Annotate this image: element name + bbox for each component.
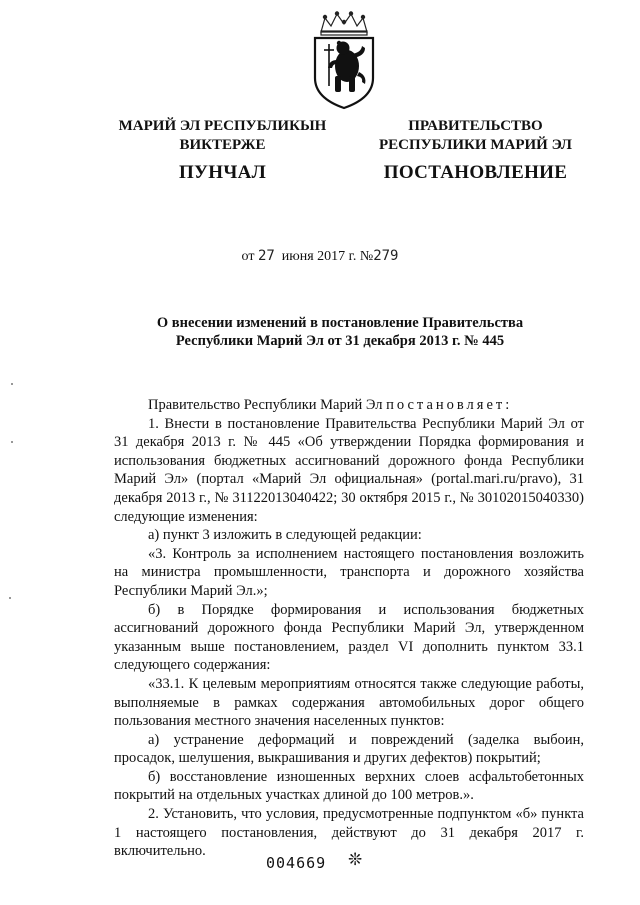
header-mari — [100, 117, 345, 185]
document-body — [114, 396, 584, 861]
paragraph-8: 2. Установить, что условия, предусмотренные подпунктом «б» пункта 1 настоящего постановления, действуют до 31 декабря 2017 г. включительно. — [114, 806, 584, 860]
paragraph-7: б) восстановление изношенных верхних слоев асфальтобетонных покрытий на отдельных участках длиной до 100 метров.». — [114, 768, 584, 804]
paragraph-intro — [114, 396, 584, 415]
paragraph-6: а) устранение деформаций и повреждений (заделка выбоин, просадок, шелушения, выкрашивания и других дефектов) покрытий; — [114, 731, 584, 767]
intro-text: Правительство Республики Марий Эл — [148, 397, 383, 413]
header-right-title: ПОСТАНОВЛЕНИЕ — [383, 162, 568, 183]
header-left-line2: ВИКТЕРЖЕ — [179, 137, 266, 153]
header-left-line1: МАРИЙ ЭЛ РЕСПУБЛИКЫН — [118, 118, 327, 134]
paragraph-1: 1. Внести в постановление Правительства Республики Марий Эл от 31 декабря 2013 г. № 445 «Об утверждении Порядка формирования и использования бюджетных ассигнований дорожного фонда Республики Марий Эл» (портал «Марий Эл официальная» (portal.mari.ru/pravo), 31 декабря 2013 г., № 31122013040422; 30 октября 2015 г., № 30102015040330) следующие изменения: — [114, 415, 584, 525]
scan-speck — [11, 383, 13, 385]
scan-speck — [9, 597, 11, 599]
title-line2: Республики Марий Эл от 31 декабря 2013 г. № 445 — [175, 333, 505, 349]
header-russian — [368, 117, 583, 185]
date-month-year: июня 2017 г. № — [281, 249, 374, 264]
header-right-line1: ПРАВИТЕЛЬСТВО — [408, 118, 543, 134]
coat-of-arms-icon — [307, 10, 381, 110]
paragraph-3: «3. Контроль за исполнением настоящего постановления возложить на министра промышленности, транспорта и дорожного хозяйства Республики Марий Эл.»; — [114, 545, 584, 599]
serial-number: 004669 — [266, 854, 327, 872]
scan-speck — [11, 441, 13, 443]
date-line — [0, 248, 640, 265]
intro-verb: постановляет: — [386, 397, 513, 413]
title-line1: О внесении изменений в постановление Правительства — [156, 315, 524, 331]
header-left-title: ПУНЧАЛ — [178, 162, 267, 183]
paragraph-2: а) пункт 3 изложить в следующей редакции: — [148, 527, 422, 544]
asterisk-icon: ❊ — [348, 850, 363, 869]
decree-number: 279 — [373, 248, 399, 264]
paragraph-4: б) в Порядке формирования и использования бюджетных ассигнований дорожного фонда Республики Марий Эл, утвержденном указанным выше постановлением, раздел VI дополнить пунктом 33.1 следующего содержания: — [114, 601, 584, 674]
header-right-line2: РЕСПУБЛИКИ МАРИЙ ЭЛ — [378, 137, 572, 153]
date-prefix: от — [241, 249, 255, 264]
date-day: 27 — [257, 248, 275, 264]
paragraph-5: «33.1. К целевым мероприятиям относятся также следующие работы, выполняемые в рамках содержания автомобильных дорог общего пользования местного значения населенных пунктов: — [114, 675, 584, 730]
document-title — [100, 314, 580, 350]
